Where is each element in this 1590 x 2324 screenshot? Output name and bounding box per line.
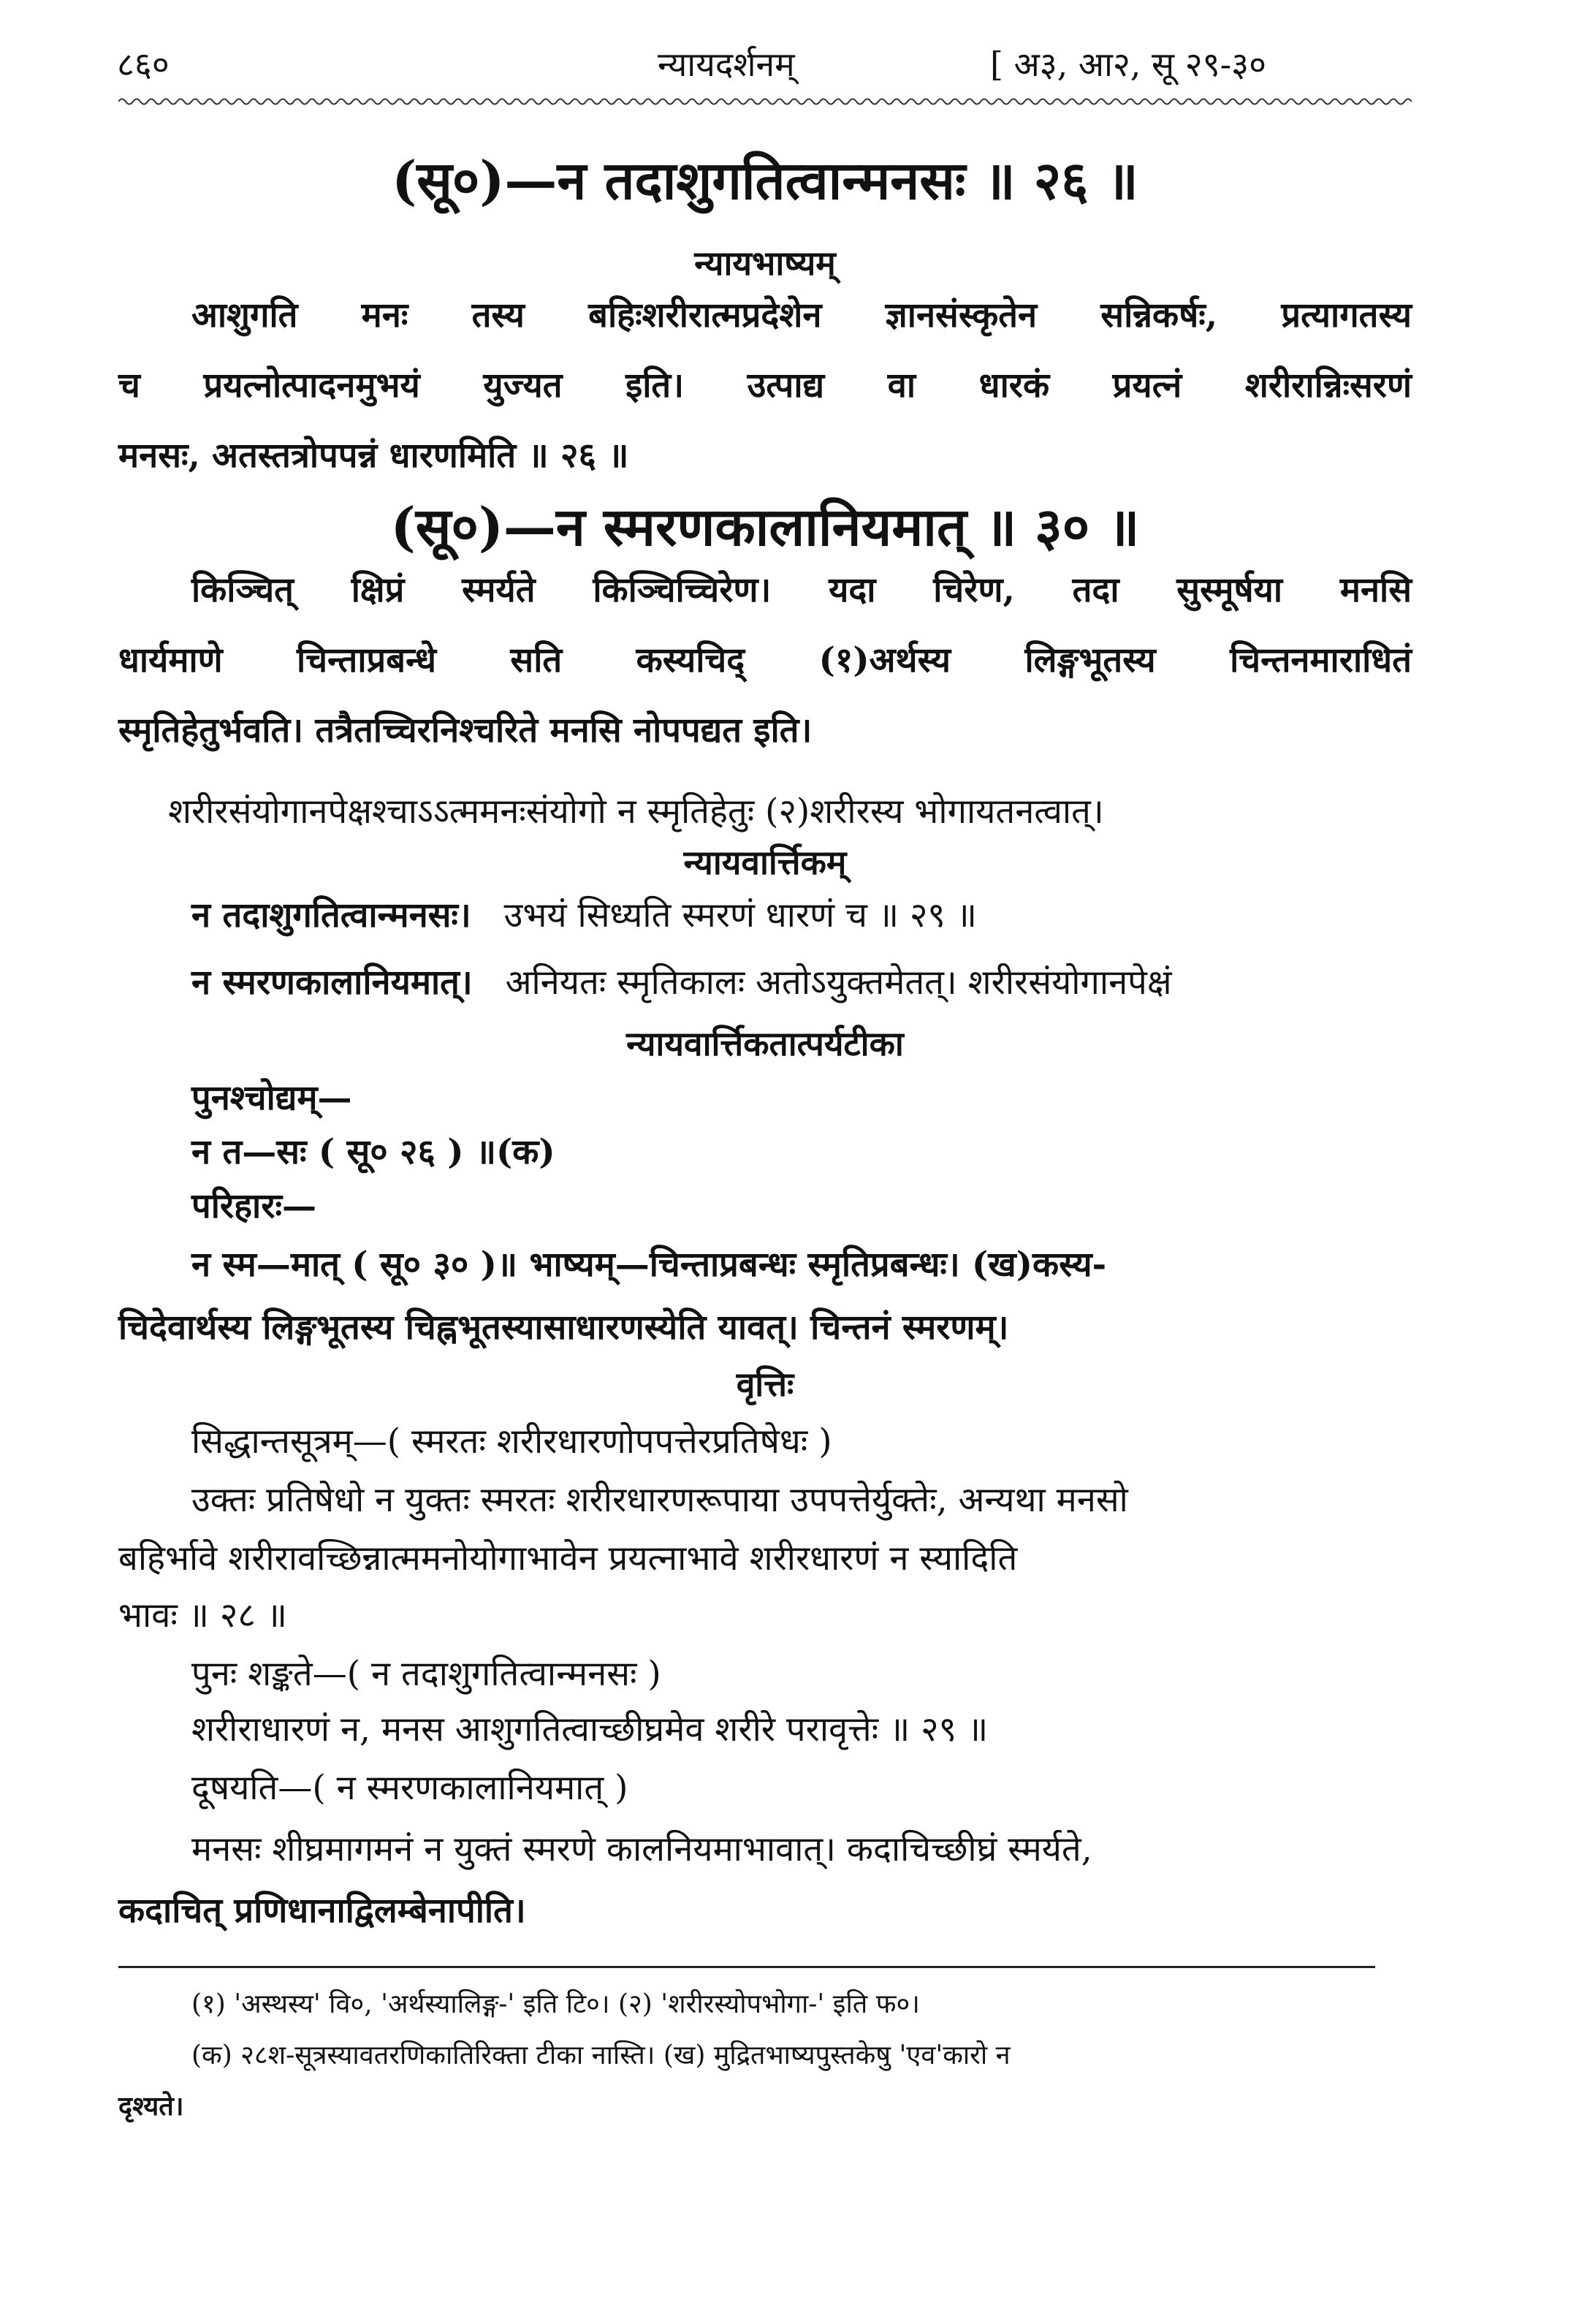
running-title: न्यायदर्शनम् xyxy=(658,45,795,84)
tika-line: न स्म—मात् ( सू० ३० )॥ भाष्यम्—चिन्ताप्रबन्धः स्मृतिप्रबन्धः। (ख)कस्य- xyxy=(191,1245,1107,1285)
bhashya-30-paragraph xyxy=(118,555,1412,766)
page-number: ८६० xyxy=(117,45,170,84)
vritti-line: कदाचित् प्रणिधानाद्विलम्बेनापीति। xyxy=(118,1891,526,1931)
vritti-heading: वृत्तिः xyxy=(736,1364,794,1404)
header-wavy-rule xyxy=(118,96,1412,107)
vritti-line: बहिर्भावे शरीरावच्छिन्नात्ममनोयोगाभावेन प्रयत्नाभावे शरीरधारणं न स्यादिति xyxy=(118,1538,1018,1579)
vritti-line: पुनः शङ्कते—( न तदाशुगतित्वान्मनसः ) xyxy=(191,1654,661,1694)
sutra-30-heading: (सू०)—न स्मरणकालानियमात् ॥ ३० ॥ xyxy=(390,495,1140,558)
footnote-divider xyxy=(118,1966,1375,1968)
text-line: च प्रयत्नोत्पादनमुभयं युज्यत इति। उत्पाद्य वा धारकं प्रयत्नं शरीरान्निःसरणं xyxy=(118,365,1412,406)
section-reference: [ अ३, आ२, सू २९-३० xyxy=(990,45,1266,84)
varttika-text: अनियतः स्मृतिकालः अतोऽयुक्तमेतत्। शरीरसंयोगानपेक्षं xyxy=(505,962,1172,1003)
varttika-text: उभयं सिध्यति स्मरणं धारणं च ॥ २९ ॥ xyxy=(503,895,977,935)
varttika-sutra-ref: न स्मरणकालानियमात्। xyxy=(191,962,473,1003)
tika-heading: न्यायवार्त्तिकतात्पर्यटीका xyxy=(626,1024,904,1063)
text-line: मनसः, अतस्तत्रोपपन्नं धारणमिति ॥ २६ ॥ xyxy=(118,436,629,476)
bhashya-30-extra-line: शरीरसंयोगानपेक्षश्चाऽऽत्ममनःसंयोगो न स्मृतिहेतुः (२)शरीरस्य भोगायतनत्वात्। xyxy=(168,791,1104,832)
bhashya-heading: न्यायभाष्यम् xyxy=(694,243,836,283)
footnote-line: दृश्यते। xyxy=(118,2091,184,2122)
text-line: स्मृतिहेतुर्भवति। तत्रैतच्चिरनिश्चरिते मनसि नोपपद्यत इति। xyxy=(118,710,813,751)
vritti-line: मनसः शीघ्रमागमनं न युक्तं स्मरणे कालनियमाभावात्। कदाचिच्छीघ्रं स्मर्यते, xyxy=(191,1829,1092,1869)
footnote-line: (क) २८श-सूत्रस्यावतरणिकातिरिक्ता टीका नास्ति। (ख) मुद्रितभाष्यपुस्तकेषु 'एव'कारो न xyxy=(191,2040,1011,2070)
footnote-line: (१) 'अस्थस्य' वि०, 'अर्थस्यालिङ्ग-' इति टि०। (२) 'शरीरस्योपभोगा-' इति फ०। xyxy=(191,1989,920,2019)
varttika-line-2 xyxy=(191,957,1172,1004)
tika-line: चिदेवार्थस्य लिङ्गभूतस्य चिह्नभूतस्यासाधारणस्येति यावत्। चिन्तनं स्मरणम्। xyxy=(118,1307,1009,1348)
tika-line: न त—सः ( सू० २६ ) ॥(क) xyxy=(191,1132,555,1172)
text-line: किञ्चित् क्षिप्रं स्मर्यते किञ्चिच्चिरेण। यदा चिरेण, तदा सुस्मूर्षया मनसि xyxy=(191,570,1412,610)
sutra-29-heading: (सू०)—न तदाशुगतित्वान्मनसः ॥ २६ ॥ xyxy=(392,149,1138,211)
varttika-line-1 xyxy=(191,890,977,937)
vritti-line: भावः ॥ २८ ॥ xyxy=(118,1595,287,1636)
tika-line: पुनश्चोद्यम्— xyxy=(191,1078,352,1118)
text-line: आशुगति मनः तस्य बहिःशरीरात्मप्रदेशेन ज्ञानसंस्कृतेन सन्निकर्षः, प्रत्यागतस्य xyxy=(191,295,1412,335)
varttika-heading: न्यायवार्त्तिकम् xyxy=(683,843,847,882)
bhashya-29-paragraph xyxy=(118,281,1412,491)
vritti-line: दूषयति—( न स्मरणकालानियमात् ) xyxy=(191,1768,628,1808)
vritti-line: शरीराधारणं न, मनस आशुगतित्वाच्छीघ्रमेव शरीरे परावृत्तेः ॥ २९ ॥ xyxy=(191,1709,989,1750)
varttika-sutra-ref: न तदाशुगतित्वान्मनसः। xyxy=(191,895,471,935)
vritti-line: सिद्धान्तसूत्रम्—( स्मरतः शरीरधारणोपपत्तेरप्रतिषेधः ) xyxy=(191,1421,832,1462)
tika-line: परिहारः— xyxy=(191,1186,316,1226)
text-line: धार्यमाणे चिन्ताप्रबन्धे सति कस्यचिद् (१)अर्थस्य लिङ्गभूतस्य चिन्तनमाराधितं xyxy=(118,640,1412,680)
vritti-line: उक्तः प्रतिषेधो न युक्तः स्मरतः शरीरधारणरूपाया उपपत्तेर्युक्तेः, अन्यथा मनसो xyxy=(191,1480,1128,1520)
